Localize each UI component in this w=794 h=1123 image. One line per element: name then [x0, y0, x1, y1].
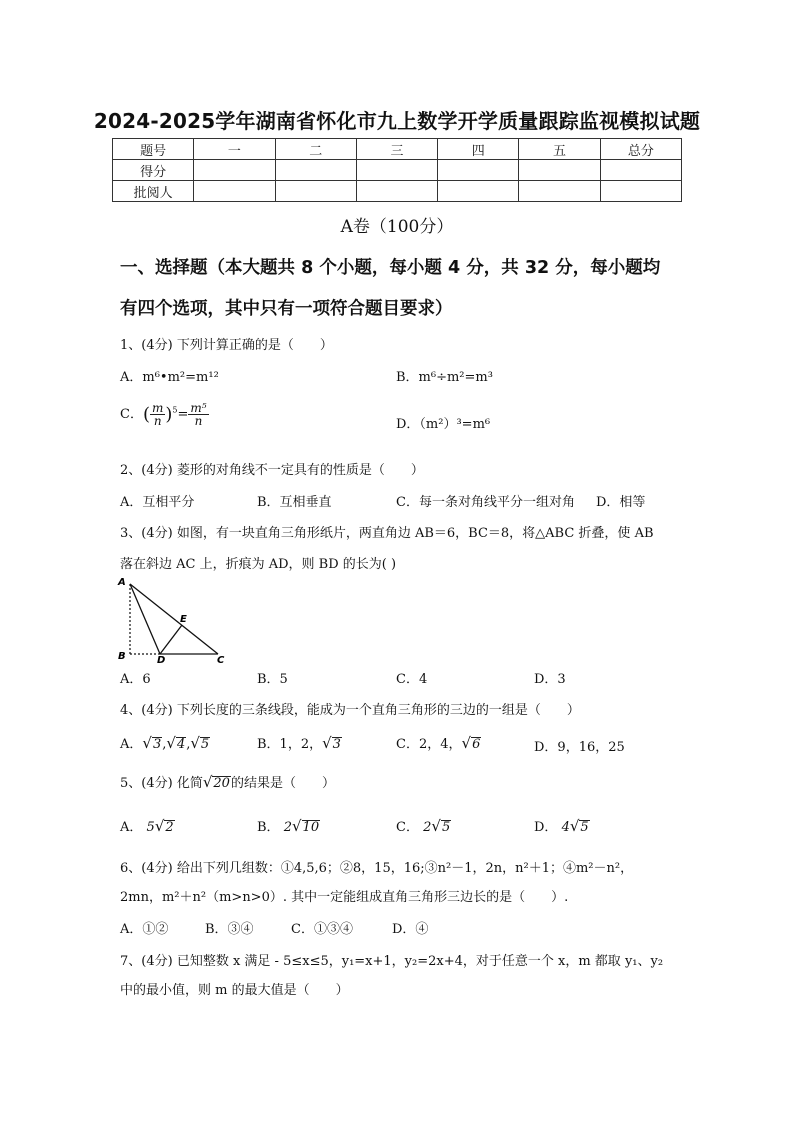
fraction: [188, 402, 208, 427]
q7-stem-line1: 7、(4分) 已知整数 x 满足 - 5≤x≤5，y₁=x+1，y₂=2x+4，对于任意一个 x，m 都取 y₁、y₂: [120, 954, 664, 969]
sqrt-icon: √: [202, 773, 213, 791]
option-label: C．: [396, 820, 419, 835]
coefficient: 4: [561, 820, 570, 835]
table-cell: [519, 181, 600, 202]
q7-stem-line2: 中的最小值，则 m 的最大值是（ ）: [120, 983, 349, 998]
score-table: [112, 138, 682, 202]
q5-option-a: [120, 816, 175, 835]
radicand: 4: [176, 737, 186, 752]
table-cell: [600, 181, 681, 202]
q4-option-a-label: A．: [120, 737, 143, 752]
coefficient: 5: [146, 820, 155, 835]
paren-close: ): [165, 404, 173, 425]
q2-option-c: C．每一条对角线平分一组对角: [396, 495, 575, 510]
q2-option-d: D．相等: [596, 495, 646, 510]
label-c: C: [217, 655, 225, 664]
score-table-row: [113, 181, 682, 202]
table-cell: 批阅人: [113, 181, 194, 202]
table-cell: 二: [275, 139, 356, 160]
table-cell: 得分: [113, 160, 194, 181]
q3-option-b: B．5: [257, 672, 288, 687]
score-table-row: [113, 160, 682, 181]
coefficient: 2: [283, 820, 292, 835]
radicand: 3: [332, 737, 341, 752]
q2-option-b: B．互相垂直: [257, 495, 332, 510]
q1-option-c-label: C．: [120, 407, 143, 422]
sqrt-icon: √: [166, 734, 176, 752]
sqrt-icon: √: [431, 817, 441, 835]
q2-stem: 2、(4分) 菱形的对角线不一定具有的性质是（ ）: [120, 463, 424, 478]
segment-de: [160, 625, 182, 654]
label-a: A: [118, 577, 126, 588]
table-cell: [356, 160, 437, 181]
label-b: B: [118, 651, 126, 662]
q4-option-b-label: B．1，2，: [257, 737, 323, 752]
fraction-denominator: n: [153, 414, 162, 428]
q6-option-d: D．④: [392, 922, 429, 937]
fraction-denominator: n: [194, 414, 203, 428]
radicand: 6: [472, 737, 481, 752]
q1-option-d: D．（m²）³=m⁶: [396, 417, 491, 432]
table-cell: 总分: [600, 139, 681, 160]
radicand: 20: [213, 776, 230, 791]
fraction-numerator: m: [151, 401, 164, 415]
q3-stem-line2: 落在斜边 AC 上，折痕为 AD，则 BD 的长为( ): [120, 557, 397, 572]
score-table-header-row: [113, 139, 682, 160]
radicand: 10: [302, 820, 320, 835]
q1-option-c: [120, 402, 209, 427]
table-cell: [519, 160, 600, 181]
q3-triangle-figure: [114, 572, 234, 664]
fraction: [150, 402, 165, 427]
q5-option-b: [257, 816, 320, 835]
table-cell: [275, 160, 356, 181]
q1-option-b: B．m⁶÷m²=m³: [396, 370, 493, 385]
table-cell: 三: [356, 139, 437, 160]
q4-option-a: A．√3,√4,√5: [120, 734, 210, 752]
section-a-label: A卷（100分）: [340, 217, 454, 237]
q3-option-a: A．6: [120, 672, 151, 687]
q4-stem: 4、(4分) 下列长度的三条线段，能成为一个直角三角形的三边的一组是（ ）: [120, 703, 580, 718]
table-cell: [194, 181, 275, 202]
exponent: 5: [172, 405, 178, 415]
table-cell: [356, 181, 437, 202]
q5-option-d: [534, 816, 590, 835]
table-cell: [600, 160, 681, 181]
equals-sign: =: [177, 407, 189, 422]
table-cell: 一: [194, 139, 275, 160]
radicand: 3: [152, 737, 162, 752]
sqrt-icon: √: [291, 817, 302, 835]
segment-ad: [130, 584, 160, 654]
table-cell: [438, 160, 519, 181]
table-cell: 四: [438, 139, 519, 160]
table-cell: 题号: [113, 139, 194, 160]
label-e: E: [180, 614, 187, 625]
table-cell: [194, 160, 275, 181]
q3-option-d: D．3: [534, 672, 566, 687]
radicand: 5: [580, 820, 589, 835]
q5-stem: [120, 772, 335, 791]
radicand: 2: [165, 820, 174, 835]
sqrt-icon: √: [322, 734, 332, 752]
q4-option-b: [257, 733, 342, 752]
radicand: 5: [200, 737, 210, 752]
part1-heading-line1: 一、选择题（本大题共 8 个小题，每小题 4 分，共 32 分，每小题均: [120, 258, 661, 278]
q1-option-a: A．m⁶•m²=m¹²: [120, 370, 219, 385]
table-cell: 五: [519, 139, 600, 160]
segment-ac: [130, 584, 218, 654]
q5-stem-suffix: 的结果是（ ）: [230, 776, 335, 791]
q6-option-a: A．①②: [120, 922, 169, 937]
coefficient: 2: [423, 820, 432, 835]
table-cell: [275, 181, 356, 202]
option-label: D．: [534, 820, 558, 835]
q1-stem: 1、(4分) 下列计算正确的是（ ）: [120, 338, 333, 353]
fraction-numerator: m⁵: [190, 401, 207, 415]
label-d: D: [157, 655, 166, 664]
table-cell: [438, 181, 519, 202]
q5-stem-prefix: 5、(4分) 化简: [120, 776, 203, 791]
q3-stem-line1: 3、(4分) 如图，有一块直角三角形纸片，两直角边 AB＝6，BC＝8，将△ABC 折叠，使 AB: [120, 526, 654, 541]
sqrt-icon: √: [190, 734, 200, 752]
q6-option-c: C．①③④: [291, 922, 353, 937]
q3-option-c: C．4: [396, 672, 428, 687]
q6-option-b: B．③④: [205, 922, 254, 937]
option-label: A．: [120, 820, 143, 835]
q2-option-a: A．互相平分: [120, 495, 195, 510]
paren-open: (: [142, 404, 150, 425]
radicand: 5: [441, 820, 451, 835]
option-label: B．: [257, 820, 280, 835]
q4-option-d: D．9，16，25: [534, 740, 625, 755]
q4-option-c: [396, 733, 481, 752]
q5-option-c: [396, 816, 451, 835]
q6-stem-line2: 2mn，m²＋n²（m>n>0）. 其中一定能组成直角三角形三边长的是（ ）.: [120, 890, 569, 905]
sqrt-icon: √: [154, 817, 165, 835]
exam-title: 2024-2025学年湖南省怀化市九上数学开学质量跟踪监视模拟试题: [93, 109, 701, 133]
q6-stem-line1: 6、(4分) 给出下列几组数：①4,5,6；②8，15，16;③n²－1，2n，n²＋1；④m²－n²，: [120, 861, 634, 876]
sqrt-icon: √: [461, 734, 472, 752]
q4-option-c-label: C．2，4，: [396, 737, 462, 752]
sqrt-icon: √: [569, 817, 580, 835]
sqrt-icon: √: [142, 734, 152, 752]
part1-heading-line2: 有四个选项，其中只有一项符合题目要求）: [120, 299, 453, 319]
